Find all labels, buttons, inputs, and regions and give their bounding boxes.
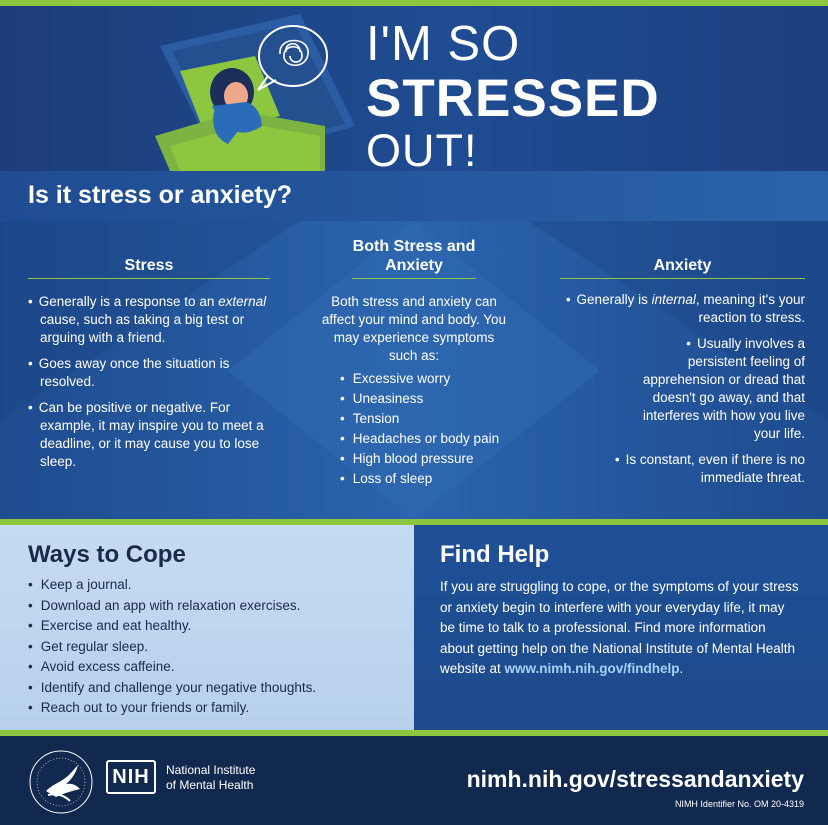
cope-list	[28, 575, 316, 719]
footer	[0, 736, 828, 825]
hero-title-line1: I'M SO	[366, 17, 521, 71]
nih-logo	[106, 760, 156, 794]
find-help-link[interactable]: www.nimh.nih.gov/findhelp	[504, 661, 680, 676]
hero-title-line3: OUT!	[366, 125, 478, 171]
question-band	[0, 171, 828, 221]
stress-rule	[28, 278, 270, 279]
symptom-list	[340, 369, 530, 489]
symptom-item: • Excessive worry	[340, 371, 451, 386]
anxiety-rule	[560, 278, 805, 279]
anxiety-list	[556, 291, 805, 495]
cope-item: • Get regular sleep.	[28, 638, 149, 654]
anxiety-item: • Usually involves a persistent feeling of apprehension or dread that doesn't go away, and that interferes with how you live your life.	[642, 336, 805, 441]
stress-list	[28, 293, 273, 479]
question-title: Is it stress or anxiety?	[28, 181, 293, 209]
symptom-item: • Uneasiness	[340, 391, 424, 406]
institute-line1: National Institute	[166, 763, 256, 777]
symptom-item: • High blood pressure	[340, 451, 474, 466]
find-help-panel	[414, 525, 828, 730]
cope-item: • Exercise and eat healthy.	[28, 618, 192, 633]
stress-item: • Generally is a response to an external cause, such as taking a big test or arguing with a friend.	[28, 294, 267, 345]
cope-item: • Identify and challenge your negative thoughts.	[28, 679, 317, 695]
symptom-item: • Tension	[340, 411, 400, 426]
cope-item: • Avoid excess caffeine.	[28, 659, 175, 674]
institute-line2: of Mental Health	[166, 778, 254, 792]
institute-name	[166, 763, 306, 793]
both-intro: Both stress and anxiety can affect your mind and body. You may experience symptoms such as:	[321, 294, 507, 363]
stress-title: Stress	[124, 257, 174, 274]
hero-title-line2: STRESSED	[366, 69, 660, 128]
stressed-person-illustration	[150, 6, 370, 171]
identifier-number: NIMH Identifier No. OM 20-4319	[674, 799, 804, 809]
help-text: If you are struggling to cope, or the symptoms of your stress or anxiety begin to interfere with your everyday life, it may be time to talk to a professional. Find more information about getting help on the National Institute of Mental Health website at www.nimh.nih.gov/findhelp.	[440, 579, 799, 676]
both-rule	[352, 278, 476, 279]
stress-item: • Can be positive or negative. For example, it may inspire you to meet a deadline, or it may cause you to lose sleep.	[28, 400, 264, 469]
cope-item: • Keep a journal.	[28, 577, 132, 592]
footer-url[interactable]: nimh.nih.gov/stressandanxiety	[466, 766, 804, 792]
comparison-section	[0, 221, 828, 519]
hero-banner	[0, 6, 828, 171]
symptom-item: • Loss of sleep	[340, 471, 433, 486]
anxiety-item: • Is constant, even if there is no immediate threat.	[614, 452, 805, 485]
nih-logo-text: NIH	[112, 765, 150, 788]
cope-item: • Reach out to your friends or family.	[28, 700, 250, 715]
both-title: Both Stress and Anxiety	[352, 238, 476, 274]
anxiety-item: • Generally is internal, meaning it's your reaction to stress.	[565, 292, 805, 325]
symptom-item: • Headaches or body pain	[340, 431, 500, 446]
ways-to-cope-panel	[0, 525, 414, 730]
cope-item: • Download an app with relaxation exercises.	[28, 597, 301, 613]
anxiety-title: Anxiety	[653, 257, 712, 274]
cope-title: Ways to Cope	[28, 541, 186, 568]
stress-item: • Goes away once the situation is resolved.	[28, 356, 230, 389]
hhs-seal-icon	[28, 749, 94, 815]
help-title: Find Help	[440, 541, 550, 568]
hero-title	[366, 17, 806, 171]
